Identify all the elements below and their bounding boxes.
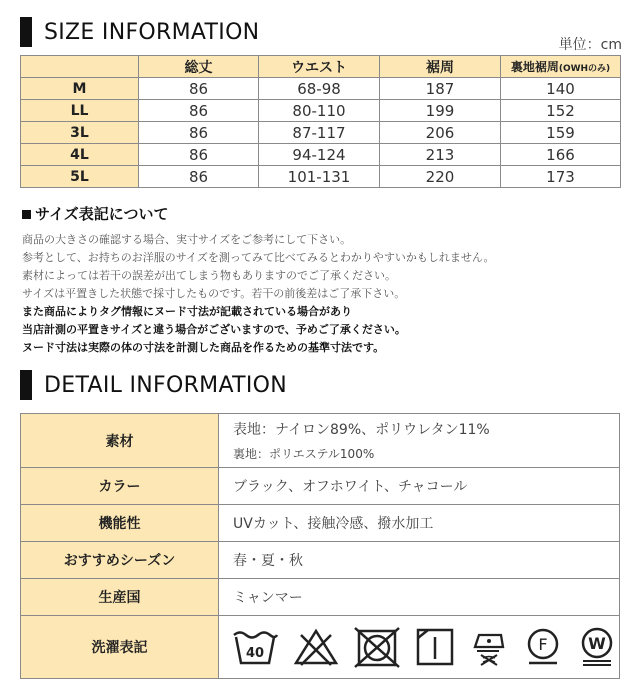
- note-line: 参考として、お持ちのお洋服のサイズを測ってみて比べてみるとわかりやすいかもしれません。: [22, 251, 495, 264]
- line-dry-icon: [415, 627, 455, 667]
- no-tumble-dry-icon: [353, 626, 401, 668]
- section-bar: [20, 17, 32, 47]
- table-cell: 68-98: [259, 78, 380, 100]
- table-cell: 159: [501, 122, 621, 144]
- table-cell: 86: [139, 78, 259, 100]
- detail-section-header: [20, 370, 287, 400]
- wash-temp: 40: [245, 646, 265, 661]
- detail-row-season: [21, 542, 620, 579]
- care-label: 洗濯表記: [21, 616, 219, 679]
- table-cell: 87-117: [259, 122, 380, 144]
- detail-row-care: [21, 616, 620, 679]
- size-header-lining-hem: [501, 56, 621, 78]
- wet-clean-w-icon: [577, 627, 617, 667]
- table-cell: 86: [139, 100, 259, 122]
- dry-clean-f-icon: [523, 627, 563, 667]
- detail-row-function: [21, 505, 620, 542]
- table-row: [21, 166, 621, 188]
- table-row: [21, 144, 621, 166]
- wet-clean-letter: W: [588, 634, 606, 653]
- table-cell: 86: [139, 166, 259, 188]
- size-notes-heading: [22, 203, 622, 224]
- origin-value: ミャンマー: [219, 579, 620, 616]
- function-label: 機能性: [21, 505, 219, 542]
- note-line: 素材によっては若干の誤差が出てしまう物もありますのでご了承ください。: [22, 269, 396, 282]
- material-value: [219, 414, 620, 468]
- table-cell: 86: [139, 144, 259, 166]
- table-cell: 220: [380, 166, 501, 188]
- table-cell: 213: [380, 144, 501, 166]
- note-line: 商品の大きさの確認する場合、実寸サイズをご参考にして下さい。: [22, 233, 352, 246]
- size-notes: [22, 203, 622, 357]
- section-bar: [20, 370, 32, 400]
- table-row: [21, 122, 621, 144]
- table-cell: 187: [380, 78, 501, 100]
- origin-label: 生産国: [21, 579, 219, 616]
- table-cell: 199: [380, 100, 501, 122]
- size-label: 5L: [21, 166, 139, 188]
- size-table: [20, 55, 621, 188]
- color-value: ブラック、オフホワイト、チャコール: [219, 468, 620, 505]
- size-label: 4L: [21, 144, 139, 166]
- table-cell: 80-110: [259, 100, 380, 122]
- table-cell: 101-131: [259, 166, 380, 188]
- size-section-title: SIZE INFORMATION: [44, 19, 260, 45]
- table-row: [21, 78, 621, 100]
- detail-section-title: DETAIL INFORMATION: [44, 372, 287, 398]
- material-label: 素材: [21, 414, 219, 468]
- wash-40-icon: [231, 627, 279, 667]
- season-value: 春・夏・秋: [219, 542, 620, 579]
- function-value: UVカット、接触冷感、撥水加工: [219, 505, 620, 542]
- table-cell: 206: [380, 122, 501, 144]
- table-cell: 86: [139, 122, 259, 144]
- table-cell: 173: [501, 166, 621, 188]
- size-header-hem: 裾周: [380, 56, 501, 78]
- unit-label: 単位：cm: [558, 37, 622, 53]
- material-main: 表地：ナイロン89%、ポリウレタン11%: [233, 422, 490, 438]
- lining-hem-label: 裏地裾周: [510, 60, 559, 74]
- table-row: [21, 100, 621, 122]
- lining-hem-note: (OWHのみ): [558, 64, 611, 74]
- note-bold-line: ヌード寸法は実際の体の寸法を計測した商品を作るための基準寸法です。: [22, 341, 385, 354]
- material-lining: 裏地：ポリエステル100%: [233, 447, 375, 461]
- iron-low-icon: [469, 627, 509, 667]
- detail-row-origin: [21, 579, 620, 616]
- size-notes-title: サイズ表記について: [35, 205, 169, 223]
- table-cell: 152: [501, 100, 621, 122]
- detail-row-color: [21, 468, 620, 505]
- table-cell: 140: [501, 78, 621, 100]
- note-bold-line: また商品によりタグ情報にヌード寸法が記載されている場合があり: [22, 305, 352, 318]
- size-label: M: [21, 78, 139, 100]
- care-icons: [231, 616, 619, 678]
- care-value: [219, 616, 620, 679]
- size-table-header-row: [21, 56, 621, 78]
- table-cell: 166: [501, 144, 621, 166]
- square-bullet-icon: [22, 210, 31, 219]
- table-cell: 94-124: [259, 144, 380, 166]
- note-line: サイズは平置きした状態で採寸したものです。若干の前後差はご了承下さい。: [22, 287, 406, 300]
- size-header-waist: ウエスト: [259, 56, 380, 78]
- detail-table: [20, 413, 620, 679]
- no-bleach-icon: [293, 627, 339, 667]
- note-bold-line: 当店計測の平置きサイズと違う場合がございますので、予めご了承ください。: [22, 323, 406, 336]
- size-label: 3L: [21, 122, 139, 144]
- season-label: おすすめシーズン: [21, 542, 219, 579]
- color-label: カラー: [21, 468, 219, 505]
- size-section-header: [20, 17, 259, 47]
- size-header-length: 総丈: [139, 56, 259, 78]
- size-label: LL: [21, 100, 139, 122]
- size-header-blank: [21, 56, 139, 78]
- dry-clean-letter: F: [538, 635, 548, 654]
- detail-row-material: [21, 414, 620, 468]
